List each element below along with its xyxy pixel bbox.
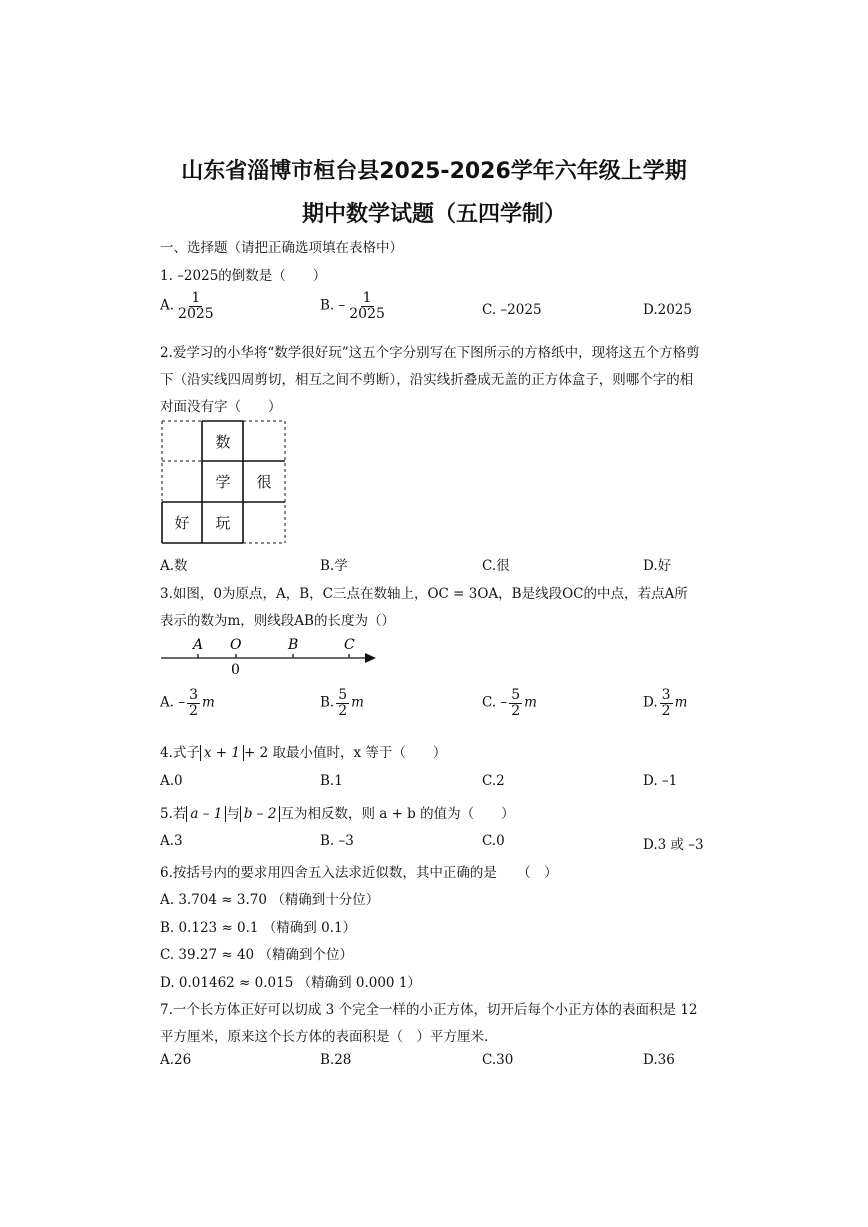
q5-option-b: B. –3 xyxy=(320,833,354,849)
q7-option-a: A.26 xyxy=(160,1052,192,1068)
point-label-c: C xyxy=(344,637,355,653)
q1-option-d: D.2025 xyxy=(643,302,692,318)
q2-option-d: D.好 xyxy=(643,558,672,574)
q7-option-c: C.30 xyxy=(482,1052,514,1068)
q4-option-d: D. –1 xyxy=(643,773,678,789)
q7-stem-line2: 平方厘米，原来这个长方体的表面积是（ ）平方厘米. xyxy=(160,1029,489,1045)
section-heading: 一、选择题（请把正确选项填在表格中） xyxy=(160,240,403,256)
grid-cell-wan: 玩 xyxy=(215,513,231,532)
q5-stem: 5.若 a – 1 与 b – 2 互为相反数，则 a + b 的值为（ ） xyxy=(160,806,515,822)
q6-stem: 6.按括号内的要求用四舍五入法求近似数，其中正确的是 （ ） xyxy=(160,865,558,881)
grid-cell-hao: 好 xyxy=(174,513,190,532)
q5-option-d: D.3 或 –3 xyxy=(643,837,704,853)
q7-option-b: B.28 xyxy=(320,1052,352,1068)
q2-option-b: B.学 xyxy=(320,558,348,574)
q3-number-line xyxy=(158,632,383,678)
q2-stem-line1: 2.爱学习的小华将“数学很好玩”这五个字分别写在下图所示的方格纸中，现将这五个方格剪 xyxy=(160,345,700,361)
q3-stem-line2: 表示的数为m，则线段AB的长度为（） xyxy=(160,613,395,629)
q6-option-a: A. 3.704 ≈ 3.70 （精确到十分位） xyxy=(160,892,380,908)
q2-stem-line3: 对面没有字（ ） xyxy=(160,399,282,415)
q4-option-a: A.0 xyxy=(160,773,183,789)
q2-stem-line2: 下（沿实线四周剪切，相互之间不剪断），沿实线折叠成无盖的正方体盒子，则哪个字的相 xyxy=(160,372,694,388)
point-label-zero: 0 xyxy=(231,662,240,678)
q3-option-a: A. – $\frac{3}{2}$ m xyxy=(160,687,215,719)
q6-option-d: D. 0.01462 ≈ 0.015 （精确到 0.000 1） xyxy=(160,975,421,991)
point-label-o: O xyxy=(230,637,242,653)
q1-stem: 1. –2025的倒数是（ ） xyxy=(160,268,327,284)
q2-option-a: A.数 xyxy=(160,558,188,574)
q3-option-c: C. – $\frac{5}{2}$ m xyxy=(482,687,537,719)
page-title: 山东省淄博市桓台县2025-2026学年六年级上学期 xyxy=(181,159,687,184)
q4-option-c: C.2 xyxy=(482,773,505,789)
point-label-b: B xyxy=(288,637,299,653)
q7-stem-line1: 7.一个长方体正好可以切成 3 个完全一样的小正方体，切开后每个小正方体的表面积是 12 xyxy=(160,1002,698,1018)
q3-stem-line1: 3.如图，0为原点，A，B，C三点在数轴上，OC = 3OA，B是线段OC的中点，若点A所 xyxy=(160,586,688,602)
grid-cell-shu: 数 xyxy=(215,432,231,451)
q1-option-c: C. –2025 xyxy=(482,302,542,318)
point-label-a: A xyxy=(193,637,204,653)
grid-cell-hen: 很 xyxy=(256,472,272,491)
q5-option-a: A.3 xyxy=(160,833,183,849)
q6-option-c: C. 39.27 ≈ 40 （精确到个位） xyxy=(160,947,353,963)
q3-option-d: D. $\frac{3}{2}$ m xyxy=(643,687,688,719)
q2-grid-figure xyxy=(161,420,286,544)
q7-option-d: D.36 xyxy=(643,1052,675,1068)
q6-option-b: B. 0.123 ≈ 0.1 （精确到 0.1） xyxy=(160,920,357,936)
grid-cell-xue: 学 xyxy=(215,472,231,491)
q4-stem: 4.式子 x + 1 + 2 取最小值时，x 等于（ ） xyxy=(160,745,447,761)
q1-option-a: A. $\frac{1}{2025}$ xyxy=(160,290,214,322)
q4-option-b: B.1 xyxy=(320,773,343,789)
q5-option-c: C.0 xyxy=(482,833,505,849)
q2-option-c: C.很 xyxy=(482,558,510,574)
page-subtitle: 期中数学试题（五四学制） xyxy=(301,202,566,227)
q3-option-b: B. $\frac{5}{2}$ m xyxy=(320,687,364,719)
number-line-arrow xyxy=(365,653,376,663)
q1-option-b: B. – $\frac{1}{2025}$ xyxy=(320,290,385,322)
